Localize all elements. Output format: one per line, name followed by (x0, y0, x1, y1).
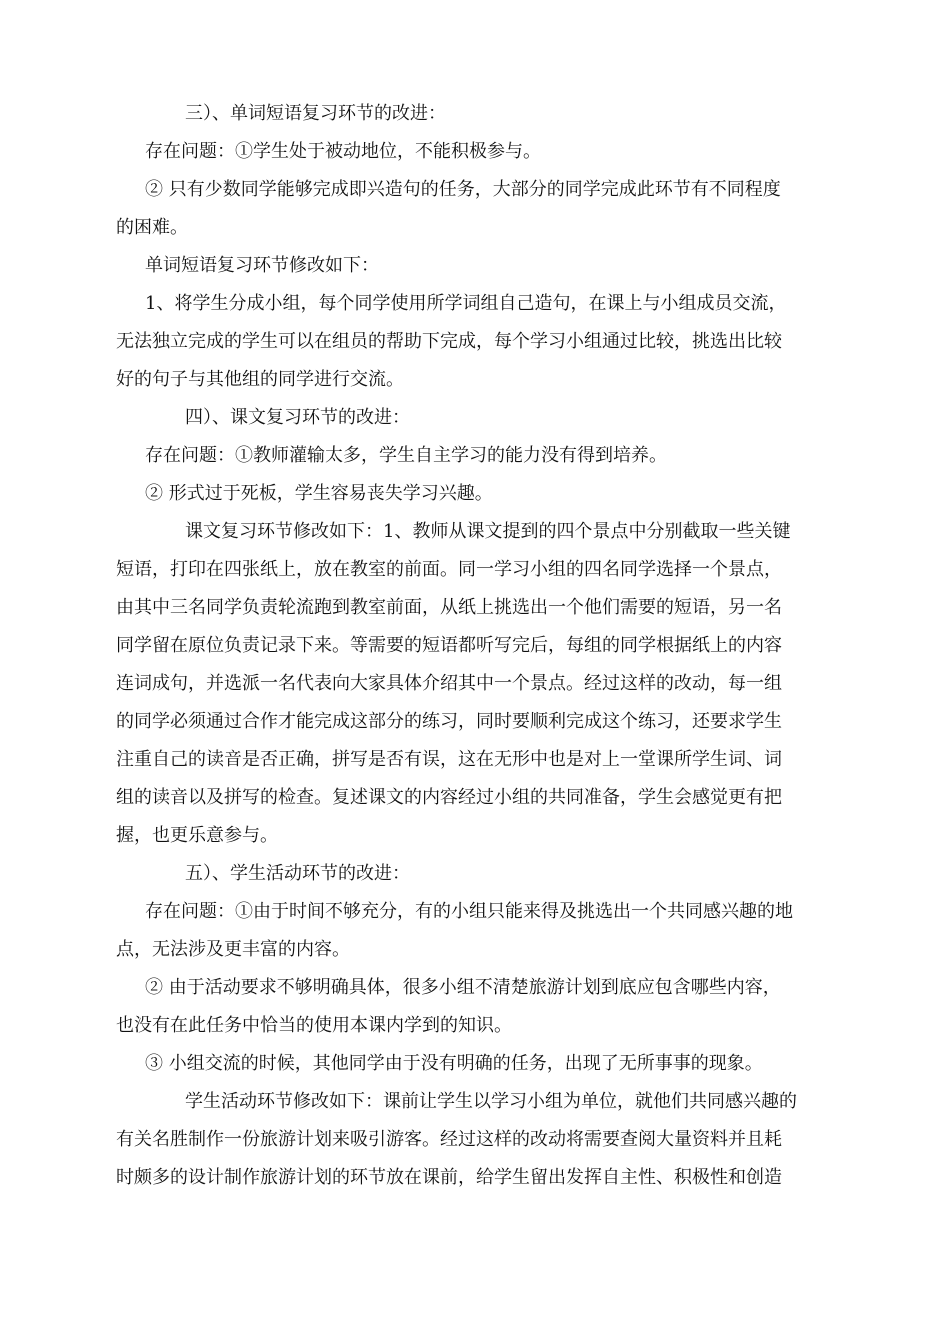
paragraph-line: 的困难。 (116, 217, 188, 238)
section-heading-3: 三）、单词短语复习环节的改进： (185, 103, 446, 124)
paragraph-line: 注重自己的读音是否正确，拼写是否有误，这在无形中也是对上一堂课所学生词、词 (116, 749, 782, 770)
paragraph-line: 无法独立完成的学生可以在组员的帮助下完成，每个学习小组通过比较，挑选出比较 (116, 331, 782, 352)
paragraph-line: 有关名胜制作一份旅游计划来吸引游客。经过这样的改动将需要查阅大量资料并且耗 (116, 1129, 782, 1150)
paragraph-line: 组的读音以及拼写的检查。复述课文的内容经过小组的共同准备，学生会感觉更有把 (116, 787, 782, 808)
paragraph-line: 单词短语复习环节修改如下： (145, 255, 379, 276)
paragraph-line: ② 形式过于死板，学生容易丧失学习兴趣。 (145, 483, 493, 504)
paragraph-line: 1、将学生分成小组，每个同学使用所学词组自己造句，在课上与小组成员交流， (145, 293, 787, 314)
paragraph-line: 短语，打印在四张纸上，放在教室的前面。同一学习小组的四名同学选择一个景点， (116, 559, 782, 580)
section-heading-4: 四）、课文复习环节的改进： (185, 407, 410, 428)
paragraph-line: 存在问题：①由于时间不够充分，有的小组只能来得及挑选出一个共同感兴趣的地 (145, 901, 793, 922)
paragraph-line: 连词成句，并选派一名代表向大家具体介绍其中一个景点。经过这样的改动，每一组 (116, 673, 782, 694)
paragraph-line: 存在问题：①学生处于被动地位，不能积极参与。 (145, 141, 541, 162)
paragraph-line: 点，无法涉及更丰富的内容。 (116, 939, 350, 960)
paragraph-line: 的同学必须通过合作才能完成这部分的练习，同时要顺利完成这个练习，还要求学生 (116, 711, 782, 732)
paragraph-line: 存在问题：①教师灌输太多，学生自主学习的能力没有得到培养。 (145, 445, 667, 466)
paragraph-line: 也没有在此任务中恰当的使用本课内学到的知识。 (116, 1015, 512, 1036)
paragraph-line: 学生活动环节修改如下：课前让学生以学习小组为单位，就他们共同感兴趣的 (185, 1091, 797, 1112)
paragraph-line: 时颇多的设计制作旅游计划的环节放在课前，给学生留出发挥自主性、积极性和创造 (116, 1167, 782, 1188)
paragraph-line: 好的句子与其他组的同学进行交流。 (116, 369, 404, 390)
paragraph-line: 课文复习环节修改如下：1、教师从课文提到的四个景点中分别截取一些关键 (185, 521, 791, 542)
paragraph-line: ③ 小组交流的时候，其他同学由于没有明确的任务，出现了无所事事的现象。 (145, 1053, 763, 1074)
section-heading-5: 五）、学生活动环节的改进： (185, 863, 410, 884)
paragraph-line: 同学留在原位负责记录下来。等需要的短语都听写完后，每组的同学根据纸上的内容 (116, 635, 782, 656)
paragraph-line: 由其中三名同学负责轮流跑到教室前面，从纸上挑选出一个他们需要的短语，另一名 (116, 597, 782, 618)
paragraph-line: ② 只有少数同学能够完成即兴造句的任务，大部分的同学完成此环节有不同程度 (145, 179, 781, 200)
paragraph-line: ② 由于活动要求不够明确具体，很多小组不清楚旅游计划到底应包含哪些内容， (145, 977, 781, 998)
paragraph-line: 握，也更乐意参与。 (116, 825, 278, 846)
